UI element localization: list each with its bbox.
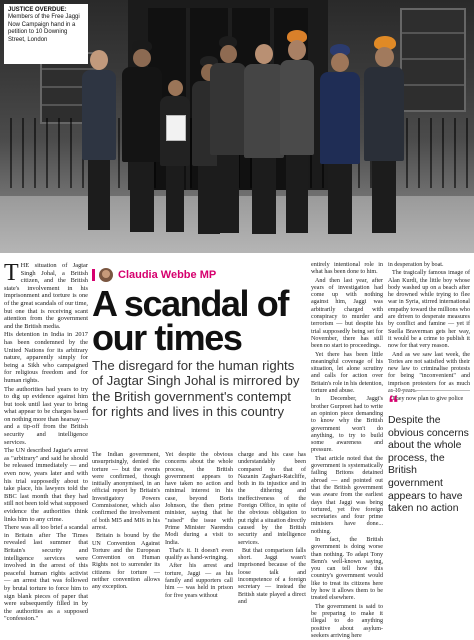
author-name: Claudia Webbe MP <box>118 269 217 281</box>
body-paragraph: in desperation by boat. <box>388 262 444 268</box>
body-paragraph: And then last year, after years of investigation had come up with nothing against him, Jaggi was arbitrarily charged with conspiracy to murder and terrorism — but despite his trial supposedly being set for November, there has still been no start to proceedings. <box>311 277 383 350</box>
body-paragraph: In fact, the British government is doing worse than nothing. To adapt Tony Benn's well-known saying, you can tell how this country's government would like to treat its citizens here by how it allows them to be treated elsewhere. <box>311 536 383 602</box>
person-5 <box>244 44 284 240</box>
intro-paragraph-1 <box>4 262 88 330</box>
photo-caption-heading: JUSTICE OVERDUE: <box>8 7 67 13</box>
body-column-2 <box>165 452 233 599</box>
body-paragraph: The tragically famous image of Alan Kurdi, the little boy whose body washed up on a beach after he drowned while trying to flee war in Syria, stirred international empathy toward the millions who are driven to desperate measures by conflict and famine — yet if Suella Braverman gets her way, it would be a crime to publish it now for that very reason. <box>388 270 470 350</box>
body-paragraph: They now plan to give police <box>392 396 464 403</box>
person-child <box>160 80 190 240</box>
petition-poster <box>166 115 186 141</box>
body-column-5 <box>388 262 470 403</box>
body-paragraph: Yet there has been little meaningful coverage of his situation, let alone scrutiny and calls for action over Britain's role in his detention, torture and abuse. <box>311 351 384 395</box>
intro-column <box>4 260 88 623</box>
photo-caption-text: Members of the Free Jaggi Now Campaign hand in a petition to 10 Downing Street, London <box>8 14 80 43</box>
body-paragraph: charge and his case has understandably been compared to that of Nazanin Zaghari-Ratcliffe, both in its injustice and in the dithering and ineffectiveness of the Foreign Office, in spite of the obvious obligation to put right a situation directly caused by the British security and intelligence services. <box>238 452 306 546</box>
quote-mark-icon: “ <box>388 391 399 416</box>
byline-accent-bar <box>92 269 95 281</box>
person-7 <box>320 44 360 240</box>
pull-quote <box>388 390 470 552</box>
body-paragraph: The Indian government, unsurprisingly, denied the torture — but the events were confirmed, though initially anonymised, in an official report by Britain's Investigatory Powers Commissioner, which also confirmed the involvement of both MI5 and MI6 in his arrest. <box>92 452 160 531</box>
person-2 <box>122 40 162 240</box>
building-window-right <box>400 8 466 112</box>
body-column-1 <box>92 452 160 591</box>
body-column-3 <box>238 452 306 605</box>
intro-paragraph-1-text: HE situation of Jagtar Singh Johal, a British citizen, and the British state's involvement in his imprisonment and torture is one of the great scandals of our time, but one that is receiving scant attention from the government and the British media. <box>4 262 88 330</box>
body-paragraph: But that comparison falls short. Jaggi wasn't imprisoned because of the loose talk and incompetence of a foreign secretary — instead the British state played a direct and <box>238 547 306 605</box>
body-paragraph: After his arrest and torture, Jaggi — as his family and supporters call him — was held in prison for five years without <box>165 563 233 599</box>
intro-paragraph-2: His detention in India in 2017 has been condemned by the United Nations for its arbitrary nature, apparently simply for being a Sikh who campaigned for religious freedom and for human rights. <box>4 331 88 384</box>
body-paragraph: In December, Jaggi's brother Gurpreet had to write an opinion piece demanding to know why the British government won't do anything, to try to build some awareness and pressure. <box>311 396 383 454</box>
body-paragraph: That's it. It doesn't even qualify as hand-wringing. <box>165 547 233 562</box>
standfirst: The disregard for the human rights of Jagtar Singh Johal is mirrored by the British government's contempt for rights and lives in this country <box>92 358 300 420</box>
person-6 <box>280 30 314 240</box>
body-paragraph: And as we saw last week, the Tories are not satisfied with their new law to criminalise protests for being "inconvenient" and imprison protesters for as much as 10 years. <box>388 351 470 395</box>
intro-paragraph-3: The authorities had years to try to dig up evidence against him but took until last year to bring what appear to be charges based on nothing more than hearsay — and a tip-off from the British security and intelligence services. <box>4 385 88 446</box>
author-avatar <box>99 268 113 282</box>
body-paragraph: The government is said to be preparing to make it illegal to do anything positive about asylum-seekers arriving here <box>311 603 383 639</box>
drop-cap: T <box>4 260 19 286</box>
person-1 <box>82 50 116 240</box>
intro-paragraph-4: The UN described Jagtar's arrest as "arbitrary" and said he should be released immediately — and even now, years later and with his trial supposedly about to take place, his lawyers told the BBC last month that they had still not been told what supposed evidence the authorities think links him to any crime. <box>4 447 88 523</box>
byline <box>92 268 304 282</box>
headline: A scandal of our times <box>92 283 288 358</box>
article-photo <box>0 0 474 253</box>
intro-paragraph-5: There was all too brief a scandal in Britain after The Times revealed last summer that Britain's security and intelligence services were involved in the arrest of this peaceful human rights activist — an arrest that was followed by brutal torture to force him to sign blank pieces of paper that were subsequently filled in by the authorities as a supposed "confession." <box>4 524 88 623</box>
person-4 <box>210 36 246 240</box>
body-paragraph: entirely intentional role in what has been done to him. <box>311 262 383 276</box>
person-8 <box>364 36 404 240</box>
body-paragraph: Yet despite the obvious concerns about the whole process, the British government appears to have taken no action and minimal interest in his case, beyond Boris Johnson, the then prime minister, saying that he "raised" the issue with Prime Minister Narendra Modi during a visit to India. <box>165 452 233 546</box>
pull-quote-text: Despite the obvious concerns about the whole process, the British government appears to have taken no action <box>388 415 469 515</box>
body-paragraph: That article noted that the government is systematically failing Britons detained abroad — and pointed out that the British government was aware from the earliest days that Jaggi was being tortured, yet five foreign secretaries and four prime ministers have done... nothing. <box>311 455 383 535</box>
body-column-4 <box>311 262 384 639</box>
photo-caption <box>4 4 88 64</box>
body-paragraph: Britain is bound by the UN Convention Against Torture and the European Convention on Human Rights not to surrender its citizens for torture — neither convention allows any exception. <box>92 533 160 591</box>
